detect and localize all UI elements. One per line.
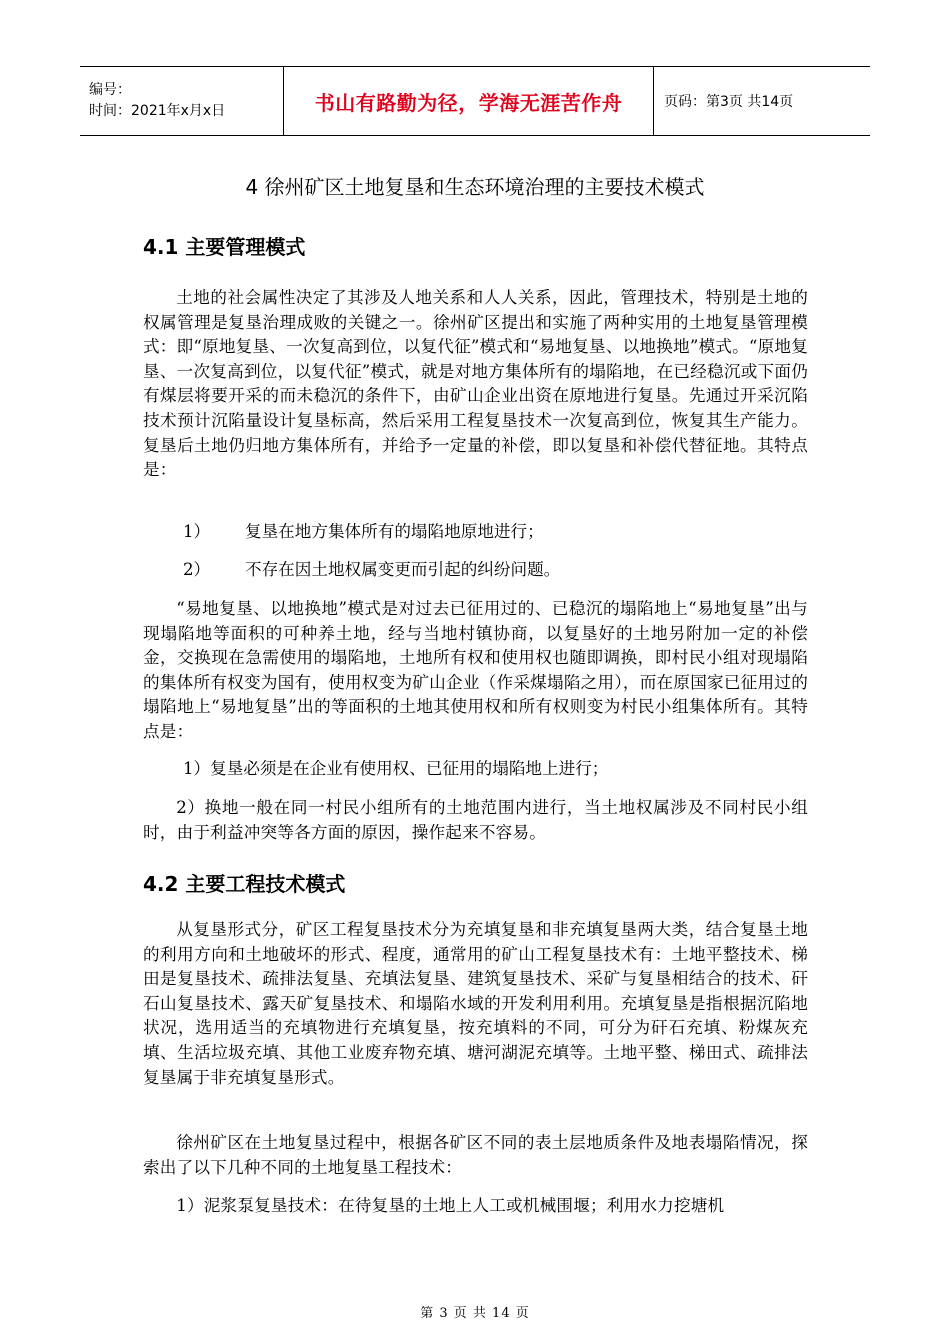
list-number: 1）	[183, 522, 211, 541]
chapter-title: 4 徐州矿区土地复垦和生态环境治理的主要技术模式	[245, 175, 705, 199]
page-header	[80, 66, 870, 136]
section-title-4-1: 4.1 主要管理模式	[143, 235, 306, 259]
list-number: 2）	[183, 560, 211, 579]
header-meta	[80, 67, 283, 135]
paragraph: 2）换地一般在同一村民小组所有的土地范围内进行，当土地权属涉及不同村民小组时，由于利益冲突等各方面的原因，操作起来不容易。	[143, 798, 808, 842]
number-label: 编号：	[89, 82, 131, 98]
list-text: 复垦在地方集体所有的塌陷地原地进行；	[245, 522, 544, 541]
paragraph: 从复垦形式分，矿区工程复垦技术分为充填复垦和非充填复垦两大类，结合复垦土地的利用方向和土地破坏的形式、程度，通常用的矿山工程复垦技术有：土地平整技术、梯田是复垦技术、疏排法复垦、充填法复垦、建筑复垦技术、采矿与复垦相结合的技术、矸石山复垦技术、露天矿复垦技术、和塌陷水域的开发利用利用。充填复垦是指根据沉陷地状况，选用适当的充填物进行充填复垦，按充填料的不同，可分为矸石充填、粉煤灰充填、生活垃圾充填、其他工业废弃物充填、塘河湖泥充填等。土地平整、梯田式、疏排法复垦属于非充填复垦形式。	[143, 920, 808, 1087]
section-title-4-2: 4.2 主要工程技术模式	[143, 872, 346, 896]
paragraph: 土地的社会属性决定了其涉及人地关系和人人关系，因此，管理技术，特别是土地的权属管理是复垦治理成败的关键之一。徐州矿区提出和实施了两种实用的土地复垦管理模式：即“原地复垦、一次复高到位，以复代征”模式和“易地复垦、以地换地”模式。“原地复垦、一次复高到位，以复代征”模式，就是对地方集体所有的塌陷地，在已经稳沉或下面仍有煤层将要开采的而未稳沉的条件下，由矿山企业出资在原地进行复垦。先通过开采沉陷技术预计沉陷量设计复垦标高，然后采用工程复垦技术一次复高到位，恢复其生产能力。复垦后土地仍归地方集体所有，并给予一定量的补偿，即以复垦和补偿代替征地。其特点是：	[143, 288, 808, 480]
paragraph: “易地复垦、以地换地”模式是对过去已征用过的、已稳沉的塌陷地上“易地复垦”出与现塌陷地等面积的可种养土地，经与当地村镇协商，以复垦好的土地另附加一定的补偿金，交换现在急需使用的塌陷地，土地所有权和使用权也随即调换，即村民小组对现塌陷的集体所有权变为国有，使用权变为矿山企业（作采煤塌陷之用），而在原国家已征用过的塌陷地上“易地复垦”出的等面积的土地其使用权和所有权则变为村民小组集体所有。其特点是：	[143, 599, 808, 741]
page-info: 页码：第3页 共14页	[664, 94, 794, 110]
list-item	[183, 558, 813, 583]
list-item: 1）复垦必须是在企业有使用权、已征用的塌陷地上进行；	[183, 759, 609, 778]
paragraph: 1）泥浆泵复垦技术：在待复垦的土地上人工或机械围堰；利用水力挖塘机	[176, 1196, 725, 1215]
header-motto-cell	[283, 67, 654, 135]
page-footer: 第 3 页 共 14 页	[420, 1306, 530, 1321]
list-item	[183, 520, 813, 545]
motto: 书山有路勤为径，学海无涯苦作舟	[314, 90, 623, 115]
time-label: 时间：2021年x月x日	[89, 103, 226, 119]
header-page-info	[654, 67, 870, 135]
paragraph: 徐州矿区在土地复垦过程中，根据各矿区不同的表土层地质条件及地表塌陷情况，探索出了以下几种不同的土地复垦工程技术：	[143, 1133, 808, 1177]
list-text: 不存在因土地权属变更而引起的纠纷问题。	[245, 560, 561, 579]
